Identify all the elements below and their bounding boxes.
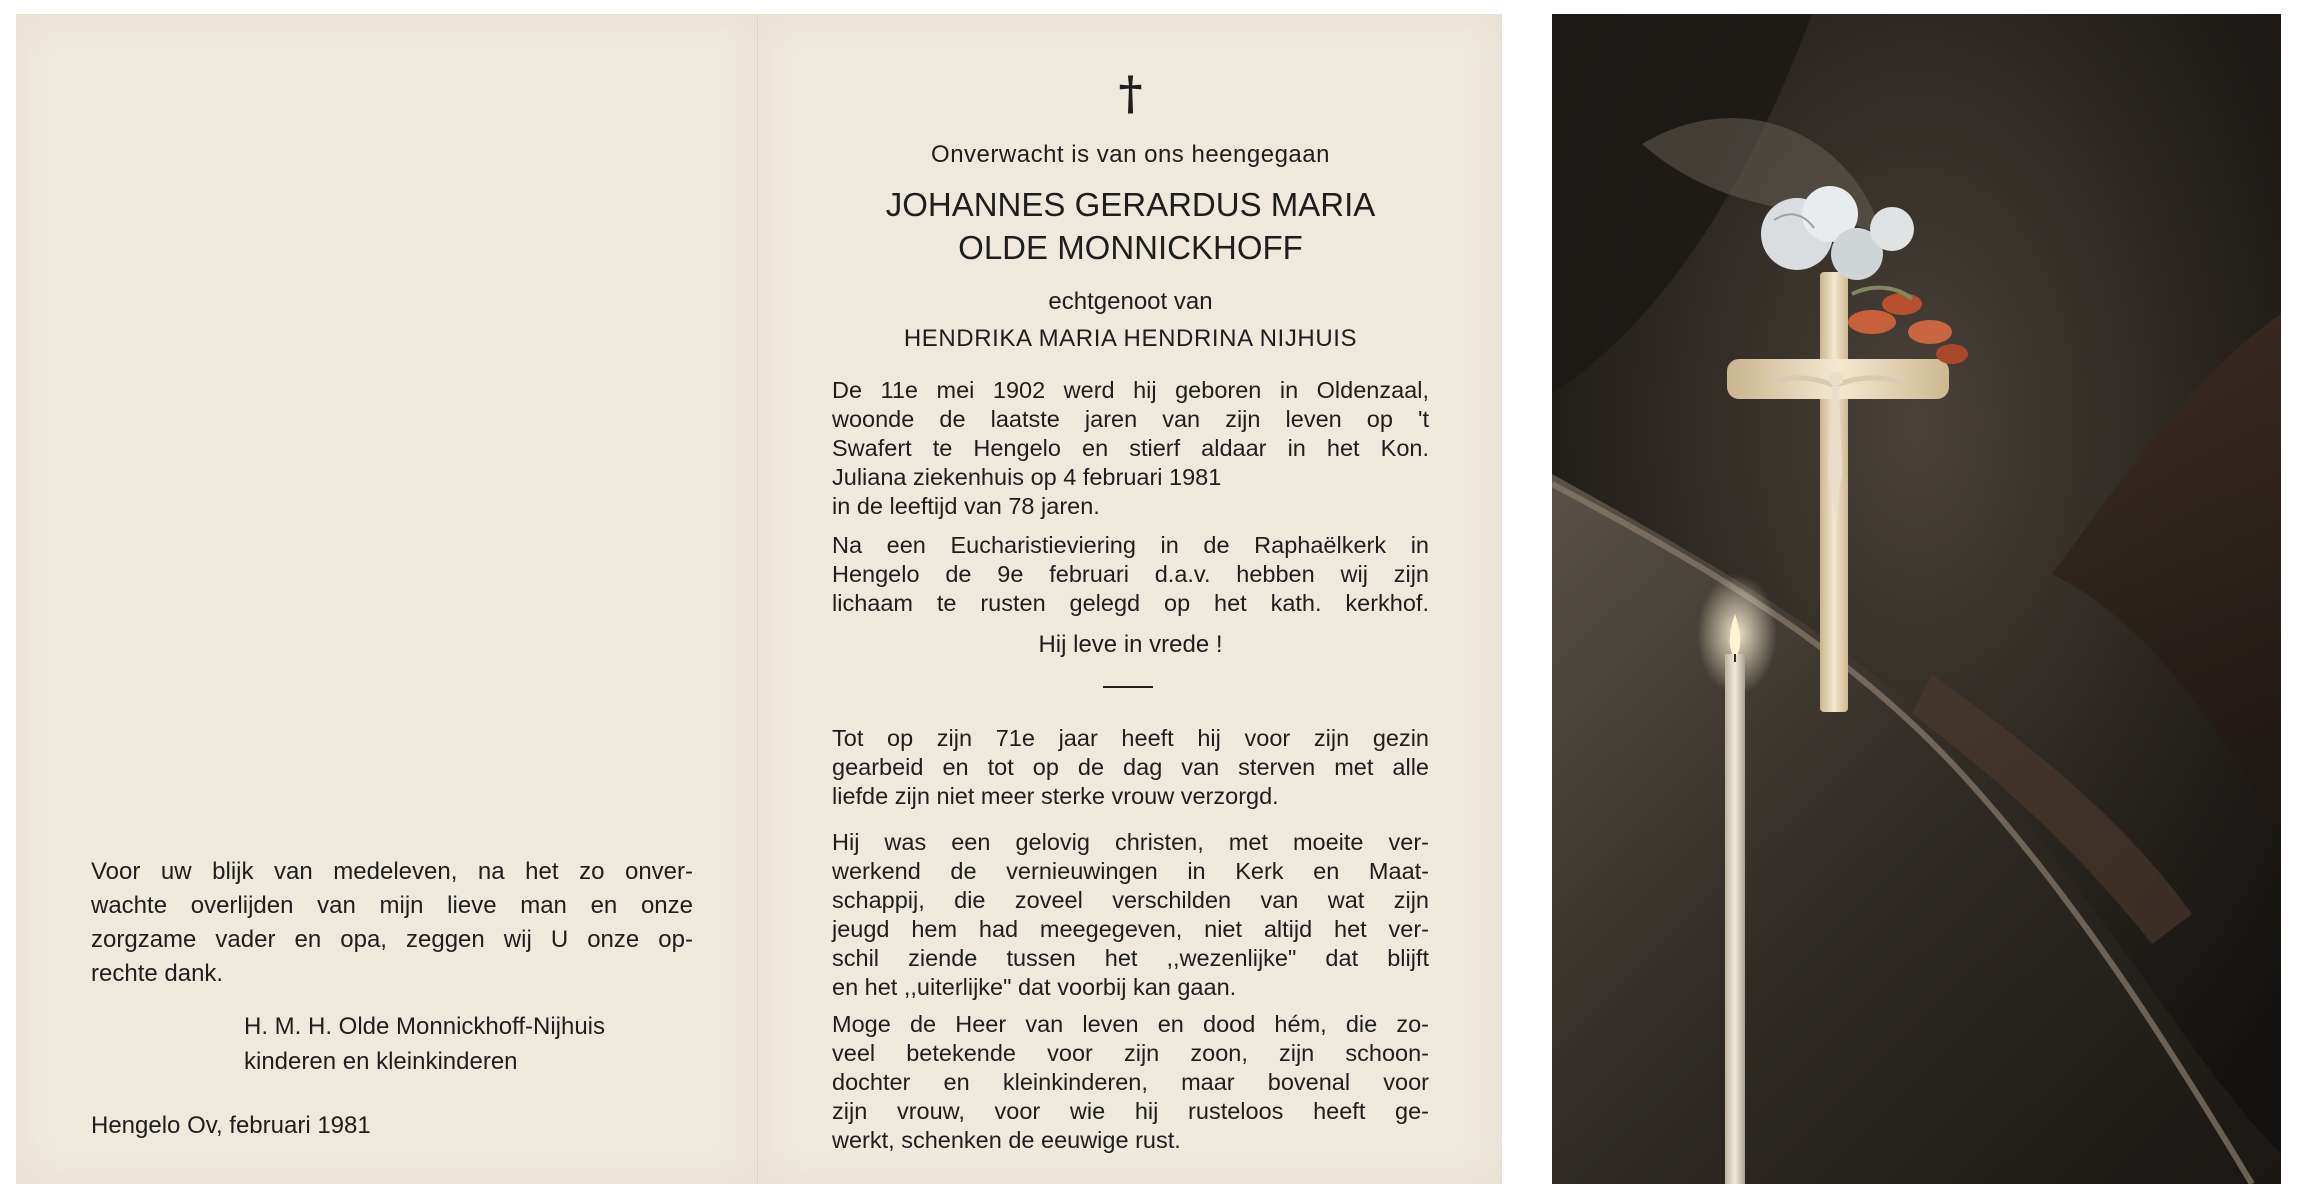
para-line: werkt, schenken de eeuwige rust.: [832, 1127, 1181, 1153]
spouse-label: echtgenoot van: [1048, 288, 1213, 315]
burial-paragraph: [832, 531, 1429, 618]
para-line: werkend de vernieuwingen in Kerk en Maat-: [832, 858, 1429, 884]
para-line: veel betekende voor zijn zoon, zijn schoon-: [832, 1040, 1429, 1066]
thanks-line: rechte dank.: [91, 960, 224, 987]
burial-line: Na een Eucharistieviering in de Raphaëlkerk in: [832, 532, 1429, 558]
paragraph-faith: [832, 828, 1429, 1002]
paragraph-family-care: [832, 724, 1429, 811]
corpus-head: [1829, 372, 1843, 386]
cross-symbol: †: [1118, 66, 1143, 120]
deceased-name-line1: JOHANNES GERARDUS MARIA: [885, 186, 1376, 223]
burial-line: Hengelo de 9e februari d.a.v. hebben wij zijn: [832, 561, 1429, 587]
intro-line: Onverwacht is van ons heengegaan: [931, 141, 1330, 168]
life-paragraph: [832, 376, 1429, 521]
white-flower-4: [1870, 207, 1914, 251]
paragraph-prayer: [832, 1010, 1429, 1155]
para-line: Hij was een gelovig christen, met moeite ver-: [832, 829, 1429, 855]
memorial-photo-cross-candle: [1552, 14, 2281, 1184]
red-flower-4: [1936, 344, 1968, 364]
para-line: schappij, die zoveel verschilden van wat zijn: [832, 887, 1429, 913]
red-flower-1: [1848, 310, 1896, 334]
para-line: en het ,,uiterlijke" dat voorbij kan gaan.: [832, 974, 1237, 1000]
memorial-card-inside-right: [759, 14, 1502, 1184]
rest-in-peace: Hij leve in vrede !: [1038, 631, 1223, 658]
para-line: schil ziende tussen het ,,wezenlijke" dat blijft: [832, 945, 1429, 971]
life-line: Swafert te Hengelo en stierf aldaar in het Kon.: [832, 435, 1429, 461]
para-line: Tot op zijn 71e jaar heeft hij voor zijn gezin: [832, 725, 1429, 751]
para-line: gearbeid en tot op de dag van sterven met alle: [832, 754, 1429, 780]
signature: [244, 1009, 724, 1079]
thanks-line: Voor uw blijk van medeleven, na het zo onver-: [91, 858, 693, 885]
red-flower-2: [1882, 293, 1922, 315]
place-date: Hengelo Ov, februari 1981: [91, 1112, 371, 1139]
para-line: Moge de Heer van leven en dood hém, die zo-: [832, 1011, 1429, 1037]
para-line: jeugd hem had meegegeven, niet altijd het ver-: [832, 916, 1429, 942]
spouse-name: HENDRIKA MARIA HENDRINA NIJHUIS: [903, 325, 1358, 352]
divider: [1103, 686, 1153, 688]
life-line: Juliana ziekenhuis op 4 februari 1981: [832, 464, 1222, 490]
life-line: De 11e mei 1902 werd hij geboren in Oldenzaal,: [832, 377, 1429, 403]
burial-line: lichaam te rusten gelegd op het kath. kerkhof.: [832, 590, 1429, 616]
signature-line: kinderen en kleinkinderen: [244, 1048, 518, 1075]
deceased-name-line2: OLDE MONNICKHOFF: [958, 229, 1303, 266]
candle: [1725, 654, 1745, 1184]
thanks-line: wachte overlijden van mijn lieve man en onze: [91, 892, 693, 919]
life-line: woonde de laatste jaren van zijn leven op 't: [832, 406, 1429, 432]
life-line: in de leeftijd van 78 jaren.: [832, 493, 1100, 519]
red-flower-3: [1908, 320, 1952, 344]
para-line: liefde zijn niet meer sterke vrouw verzorgd.: [832, 783, 1279, 809]
memorial-card-inside-left: [16, 14, 759, 1184]
para-line: dochter en kleinkinderen, maar bovenal voor: [832, 1069, 1429, 1095]
thanks-paragraph: [91, 855, 693, 991]
para-line: zijn vrouw, voor wie hij rusteloos heeft ge-: [832, 1098, 1429, 1124]
signature-line: H. M. H. Olde Monnickhoff-Nijhuis: [244, 1013, 606, 1040]
photo-illustration: [1552, 14, 2281, 1184]
thanks-line: zorgzame vader en opa, zeggen wij U onze op-: [91, 926, 693, 953]
